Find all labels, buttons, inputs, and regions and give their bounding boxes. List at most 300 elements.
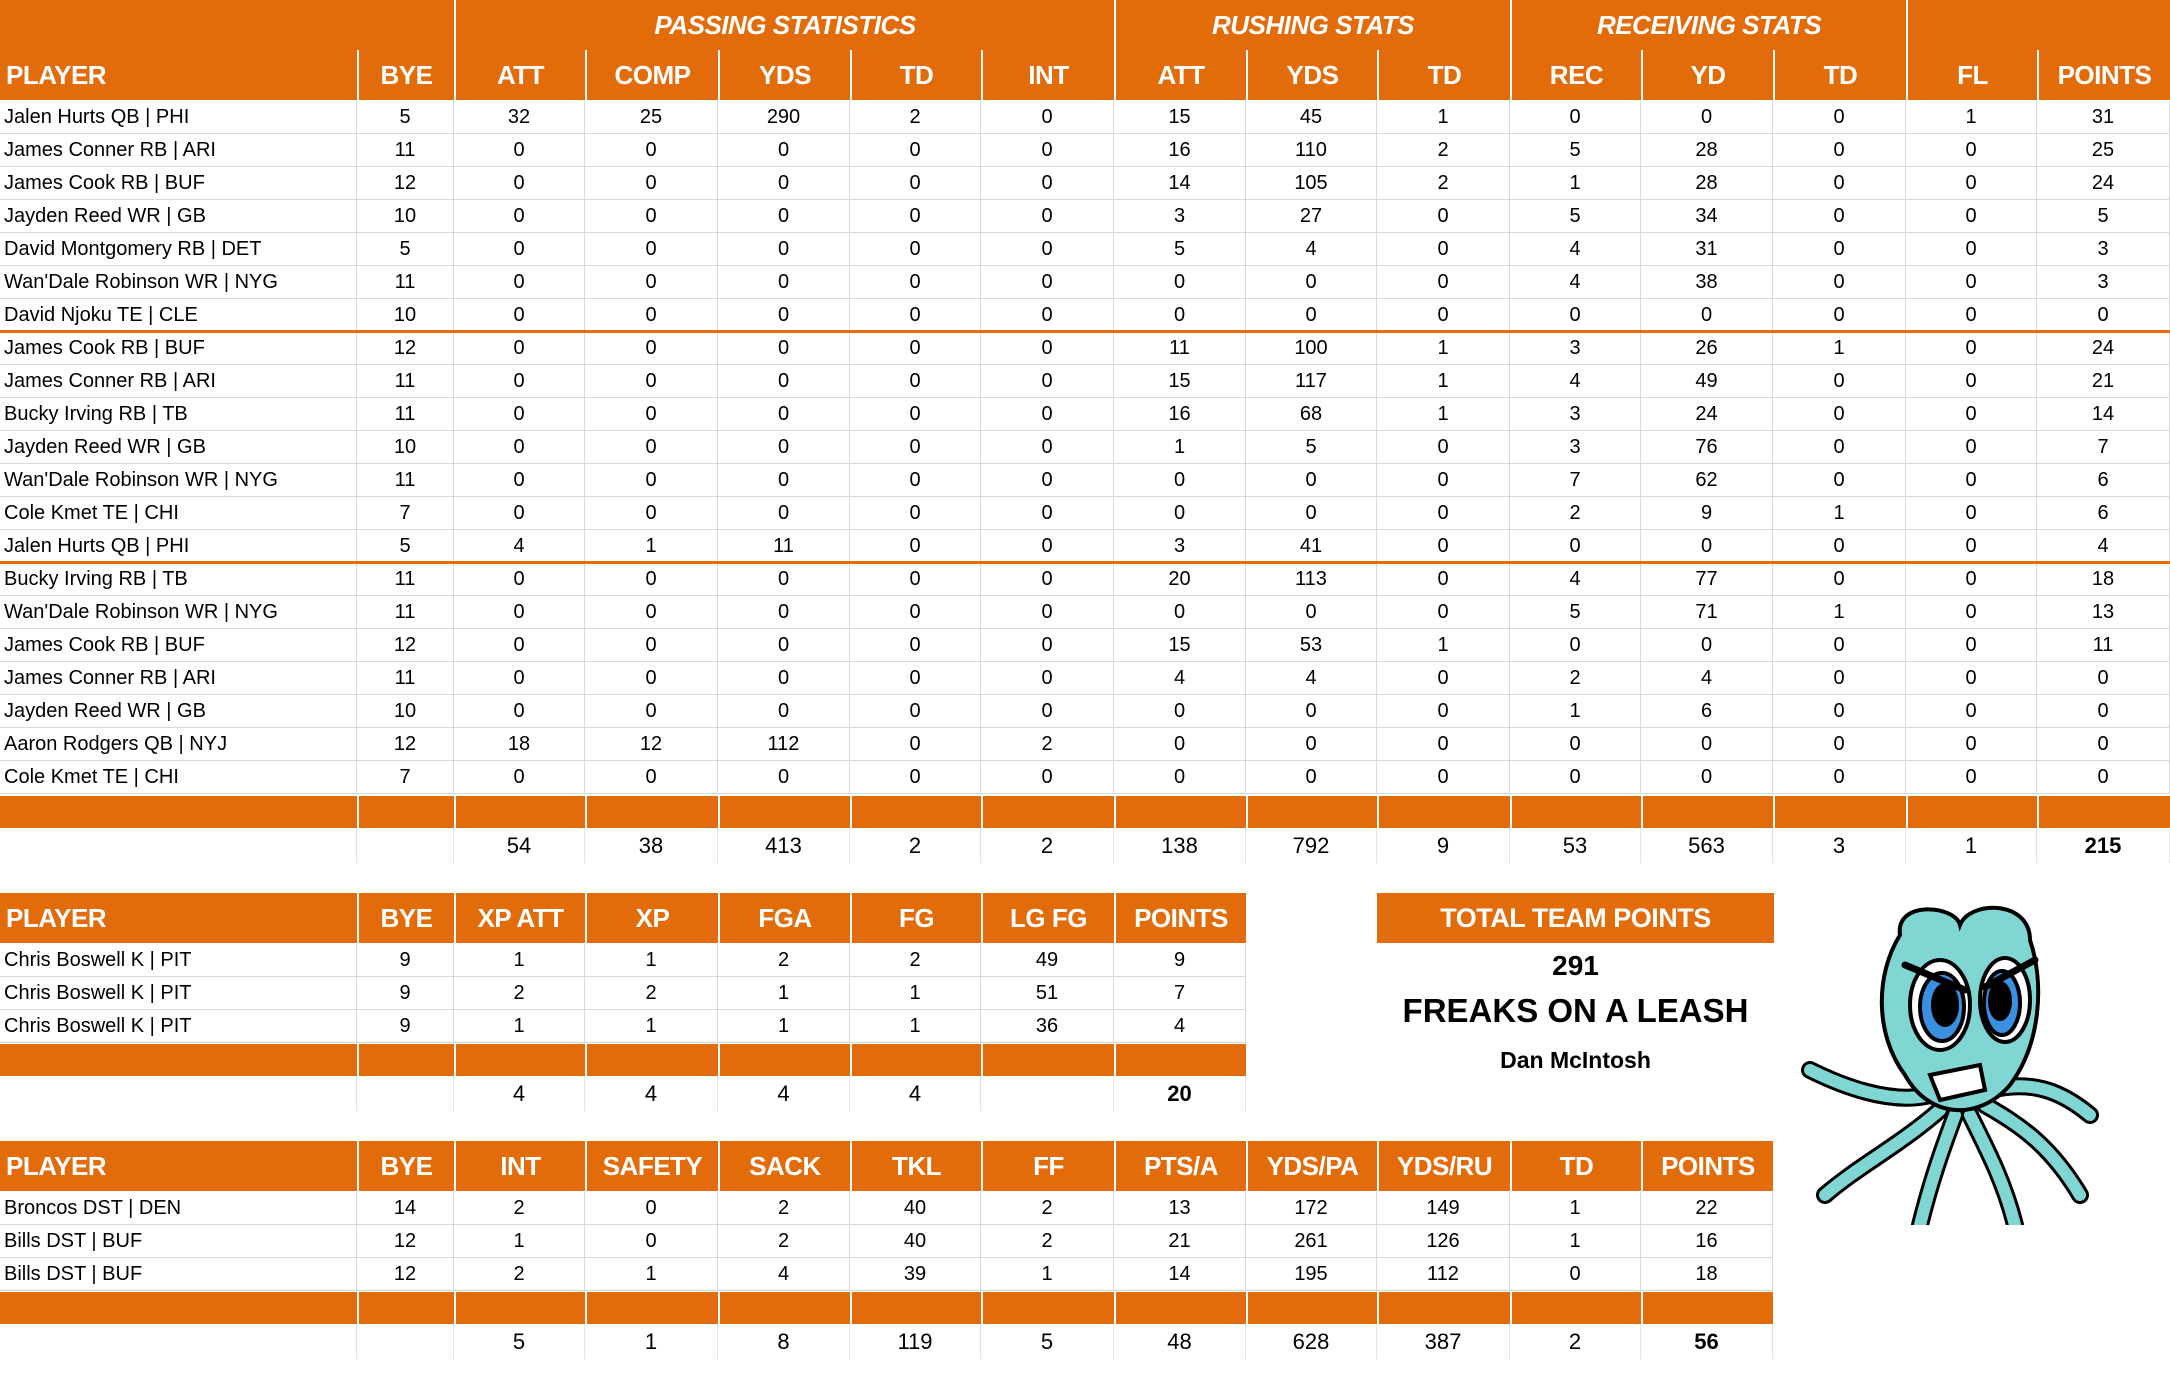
- stat-cell: 76: [1641, 431, 1773, 464]
- stat-cell: 62: [1641, 464, 1773, 497]
- stat-cell: 0: [454, 761, 585, 794]
- spacer-cell: [587, 1044, 718, 1076]
- spacer-cell: [852, 1292, 981, 1324]
- defense-total-cell: 5: [981, 1325, 1114, 1359]
- kicker-stat-cell: 9: [1114, 944, 1246, 977]
- stat-cell: 0: [1246, 497, 1377, 530]
- stat-cell: 1: [1377, 332, 1510, 365]
- team-name: FREAKS ON A LEASH: [1402, 992, 1749, 1029]
- player-name-cell: James Conner RB | ARI: [0, 134, 357, 167]
- kicker-stat-cell: 1: [850, 977, 981, 1010]
- player-name-cell: Wan'Dale Robinson WR | NYG: [0, 266, 357, 299]
- defense-column-header-points[interactable]: POINTS: [1643, 1141, 1773, 1191]
- stat-cell: 0: [1377, 695, 1510, 728]
- stat-cell: 0: [1906, 728, 2037, 761]
- stat-cell: 0: [981, 233, 1114, 266]
- stat-cell: 0: [1377, 596, 1510, 629]
- stat-cell: 2: [1510, 662, 1641, 695]
- player-name-cell: David Njoku TE | CLE: [0, 299, 357, 332]
- week-separator: [0, 561, 2170, 564]
- stat-cell: 0: [718, 464, 850, 497]
- player-name-cell: James Cook RB | BUF: [0, 332, 357, 365]
- spacer-cell: [983, 1292, 1114, 1324]
- kicker-total-points: 20: [1114, 1077, 1246, 1111]
- stat-cell: 0: [1773, 662, 1906, 695]
- player-name-cell: Cole Kmet TE | CHI: [0, 497, 357, 530]
- stat-cell: 0: [981, 200, 1114, 233]
- kicker-stat-cell: 1: [585, 1010, 718, 1043]
- group-header-blank-right: [1908, 0, 2170, 50]
- spacer-cell: [983, 1044, 1114, 1076]
- stat-cell: 1: [1114, 431, 1246, 464]
- kicker-column-header-points[interactable]: POINTS: [1116, 893, 1246, 943]
- stat-cell: 0: [981, 167, 1114, 200]
- defense-column-header-td[interactable]: TD: [1512, 1141, 1641, 1191]
- stat-cell: 0: [1641, 728, 1773, 761]
- kicker-column-header-bye[interactable]: BYE: [359, 893, 454, 943]
- stat-cell: 0: [1773, 233, 1906, 266]
- stat-cell: 0: [850, 200, 981, 233]
- defense-total-points: 56: [1641, 1325, 1773, 1359]
- stat-cell: 0: [1377, 728, 1510, 761]
- stat-cell: 0: [1377, 299, 1510, 332]
- stat-cell: 11: [2037, 629, 2170, 662]
- stat-cell: 34: [1641, 200, 1773, 233]
- stat-cell: 0: [718, 167, 850, 200]
- spacer-cell: [587, 796, 718, 828]
- stat-cell: 15: [1114, 101, 1246, 134]
- stat-cell: 0: [585, 266, 718, 299]
- kicker-total-cell: 4: [585, 1077, 718, 1111]
- defense-stat-cell: 14: [1114, 1258, 1246, 1291]
- stat-cell: 0: [1906, 233, 2037, 266]
- stat-cell: 24: [2037, 332, 2170, 365]
- stat-cell: 0: [454, 266, 585, 299]
- stat-cell: 3: [2037, 233, 2170, 266]
- stat-cell: 0: [1510, 629, 1641, 662]
- stat-cell: 0: [1641, 761, 1773, 794]
- player-name-cell: Jayden Reed WR | GB: [0, 695, 357, 728]
- player-name-cell: Wan'Dale Robinson WR | NYG: [0, 596, 357, 629]
- total-cell: [357, 829, 454, 863]
- defense-column-header-sack[interactable]: SACK: [720, 1141, 850, 1191]
- stat-cell: 3: [1510, 398, 1641, 431]
- stat-cell: 0: [1906, 398, 2037, 431]
- defense-column-header-yds-ru[interactable]: YDS/RU: [1379, 1141, 1510, 1191]
- stat-cell: 0: [1510, 101, 1641, 134]
- group-header-blank: [0, 0, 454, 50]
- defense-stat-cell: 149: [1377, 1192, 1510, 1225]
- defense-column-header-ff[interactable]: FF: [983, 1141, 1114, 1191]
- defense-column-header-bye[interactable]: BYE: [359, 1141, 454, 1191]
- stat-cell: 0: [1377, 266, 1510, 299]
- total-cell: 792: [1246, 829, 1377, 863]
- column-header-bye[interactable]: BYE: [359, 50, 454, 100]
- spacer-cell: [587, 1292, 718, 1324]
- defense-total-cell: [0, 1325, 357, 1359]
- stat-cell: 0: [2037, 299, 2170, 332]
- column-header-yd[interactable]: YD: [1643, 50, 1773, 100]
- defense-stat-cell: 13: [1114, 1192, 1246, 1225]
- kicker-stat-cell: 1: [454, 944, 585, 977]
- stat-cell: 77: [1641, 563, 1773, 596]
- spacer-cell: [0, 1292, 357, 1324]
- defense-stat-cell: 22: [1641, 1192, 1773, 1225]
- stat-cell: 0: [1773, 101, 1906, 134]
- stat-cell: 1: [1906, 101, 2037, 134]
- stat-cell: 0: [718, 200, 850, 233]
- stat-cell: 0: [1377, 464, 1510, 497]
- stat-cell: 0: [850, 365, 981, 398]
- stat-cell: 0: [718, 365, 850, 398]
- stat-cell: 4: [1114, 662, 1246, 695]
- stat-cell: 0: [1906, 134, 2037, 167]
- spacer-cell: [1379, 1292, 1510, 1324]
- stat-cell: 38: [1641, 266, 1773, 299]
- stat-cell: 7: [357, 497, 454, 530]
- defense-name-cell: Broncos DST | DEN: [0, 1192, 357, 1225]
- stat-cell: 112: [718, 728, 850, 761]
- stat-cell: 11: [357, 134, 454, 167]
- defense-stat-cell: 2: [981, 1225, 1114, 1258]
- stat-cell: 4: [1510, 233, 1641, 266]
- stat-cell: 0: [718, 266, 850, 299]
- player-name-cell: Cole Kmet TE | CHI: [0, 761, 357, 794]
- stat-cell: 0: [850, 332, 981, 365]
- column-header-player[interactable]: PLAYER: [0, 50, 357, 100]
- group-header-receiving-stats: RECEIVING STATS: [1512, 0, 1906, 50]
- column-header-td[interactable]: TD: [852, 50, 981, 100]
- stat-cell: 0: [981, 398, 1114, 431]
- kicker-stat-cell: 2: [718, 944, 850, 977]
- stat-cell: 0: [1906, 464, 2037, 497]
- player-name-cell: Bucky Irving RB | TB: [0, 398, 357, 431]
- stat-cell: 0: [1773, 563, 1906, 596]
- defense-stat-cell: 14: [357, 1192, 454, 1225]
- stat-cell: 16: [1114, 134, 1246, 167]
- total-cell: 54: [454, 829, 585, 863]
- column-header-att[interactable]: ATT: [1116, 50, 1246, 100]
- stat-cell: 0: [718, 662, 850, 695]
- defense-total-cell: 5: [454, 1325, 585, 1359]
- defense-stat-cell: 126: [1377, 1225, 1510, 1258]
- stat-cell: 0: [585, 629, 718, 662]
- stat-cell: 105: [1246, 167, 1377, 200]
- stat-cell: 0: [585, 365, 718, 398]
- defense-stat-cell: 2: [718, 1192, 850, 1225]
- stat-cell: 27: [1246, 200, 1377, 233]
- stat-cell: 0: [718, 233, 850, 266]
- spacer-cell: [852, 796, 981, 828]
- stat-cell: 0: [718, 563, 850, 596]
- stat-cell: 0: [1773, 398, 1906, 431]
- stat-cell: 0: [850, 398, 981, 431]
- player-name-cell: James Cook RB | BUF: [0, 167, 357, 200]
- stat-cell: 0: [981, 596, 1114, 629]
- spacer-cell: [1512, 796, 1641, 828]
- stat-cell: 0: [1246, 299, 1377, 332]
- stat-cell: 11: [718, 530, 850, 563]
- defense-stat-cell: 21: [1114, 1225, 1246, 1258]
- defense-column-header-int[interactable]: INT: [456, 1141, 585, 1191]
- stat-cell: 0: [981, 332, 1114, 365]
- stat-cell: 3: [1510, 332, 1641, 365]
- column-header-yds[interactable]: YDS: [1248, 50, 1377, 100]
- stat-cell: 0: [454, 200, 585, 233]
- stat-cell: 1: [585, 530, 718, 563]
- kicker-total-cell: [981, 1077, 1114, 1111]
- stat-cell: 5: [1246, 431, 1377, 464]
- stat-cell: 3: [2037, 266, 2170, 299]
- stat-cell: 0: [1906, 200, 2037, 233]
- stat-cell: 1: [1377, 365, 1510, 398]
- stat-cell: 0: [454, 398, 585, 431]
- defense-column-header-pts-a[interactable]: PTS/A: [1116, 1141, 1246, 1191]
- stat-cell: 0: [718, 761, 850, 794]
- stat-cell: 45: [1246, 101, 1377, 134]
- kicker-column-header-xp-att[interactable]: XP ATT: [456, 893, 585, 943]
- column-header-att[interactable]: ATT: [456, 50, 585, 100]
- column-header-points[interactable]: POINTS: [2039, 50, 2170, 100]
- stat-cell: 1: [1773, 497, 1906, 530]
- stat-cell: 0: [585, 596, 718, 629]
- defense-total-cell: 1: [585, 1325, 718, 1359]
- column-header-fl[interactable]: FL: [1908, 50, 2037, 100]
- stat-cell: 0: [850, 497, 981, 530]
- defense-stat-cell: 16: [1641, 1225, 1773, 1258]
- stat-cell: 4: [454, 530, 585, 563]
- stat-cell: 0: [1114, 695, 1246, 728]
- stat-cell: 0: [1773, 299, 1906, 332]
- stat-cell: 11: [1114, 332, 1246, 365]
- stat-cell: 5: [357, 233, 454, 266]
- stat-cell: 0: [1773, 530, 1906, 563]
- stat-cell: 0: [981, 101, 1114, 134]
- player-name-cell: Jalen Hurts QB | PHI: [0, 101, 357, 134]
- column-header-td[interactable]: TD: [1775, 50, 1906, 100]
- defense-column-header-safety[interactable]: SAFETY: [587, 1141, 718, 1191]
- stat-cell: 0: [585, 497, 718, 530]
- stat-cell: 1: [1510, 695, 1641, 728]
- spacer-cell: [1248, 1292, 1377, 1324]
- stat-cell: 0: [454, 629, 585, 662]
- stat-cell: 2: [1510, 497, 1641, 530]
- kicker-stat-cell: 4: [1114, 1010, 1246, 1043]
- stat-cell: 24: [2037, 167, 2170, 200]
- stat-cell: 0: [585, 233, 718, 266]
- defense-total-cell: 8: [718, 1325, 850, 1359]
- kicker-stat-cell: 1: [850, 1010, 981, 1043]
- stat-cell: 0: [981, 497, 1114, 530]
- stat-cell: 0: [1246, 464, 1377, 497]
- stat-cell: 1: [1773, 332, 1906, 365]
- spacer-cell: [456, 1292, 585, 1324]
- defense-stat-cell: 12: [357, 1258, 454, 1291]
- stat-cell: 0: [1641, 530, 1773, 563]
- stat-cell: 0: [1114, 464, 1246, 497]
- stat-cell: 0: [454, 299, 585, 332]
- stat-cell: 5: [357, 530, 454, 563]
- stat-cell: 0: [1510, 299, 1641, 332]
- kicker-column-header-fg[interactable]: FG: [852, 893, 981, 943]
- stat-cell: 0: [850, 464, 981, 497]
- stat-cell: 0: [1377, 233, 1510, 266]
- stat-cell: 49: [1641, 365, 1773, 398]
- stat-cell: 1: [1510, 167, 1641, 200]
- stat-cell: 0: [585, 695, 718, 728]
- stat-cell: 0: [850, 728, 981, 761]
- stat-cell: 10: [357, 299, 454, 332]
- kicker-column-header-lg-fg[interactable]: LG FG: [983, 893, 1114, 943]
- defense-column-header-yds-pa[interactable]: YDS/PA: [1248, 1141, 1377, 1191]
- kicker-column-header-fga[interactable]: FGA: [720, 893, 850, 943]
- spacer-cell: [720, 1292, 850, 1324]
- stat-cell: 3: [1114, 530, 1246, 563]
- spacer-cell: [720, 796, 850, 828]
- stat-cell: 0: [454, 167, 585, 200]
- defense-stat-cell: 1: [454, 1225, 585, 1258]
- spacer-cell: [0, 796, 357, 828]
- kicker-column-header-xp[interactable]: XP: [587, 893, 718, 943]
- total-cell: 53: [1510, 829, 1641, 863]
- defense-name-cell: Bills DST | BUF: [0, 1225, 357, 1258]
- stat-cell: 0: [1773, 629, 1906, 662]
- stat-cell: 11: [357, 662, 454, 695]
- stat-cell: 0: [981, 365, 1114, 398]
- stat-cell: 0: [1510, 728, 1641, 761]
- stat-cell: 1: [1377, 629, 1510, 662]
- stat-cell: 28: [1641, 167, 1773, 200]
- stat-cell: 0: [850, 596, 981, 629]
- stat-cell: 2: [1377, 134, 1510, 167]
- stat-cell: 32: [454, 101, 585, 134]
- stat-cell: 0: [981, 530, 1114, 563]
- total-cell: 2: [981, 829, 1114, 863]
- stat-cell: 0: [1773, 200, 1906, 233]
- stat-cell: 0: [1246, 596, 1377, 629]
- spacer-cell: [456, 796, 585, 828]
- defense-stat-cell: 1: [1510, 1225, 1641, 1258]
- kicker-name-cell: Chris Boswell K | PIT: [0, 944, 357, 977]
- stat-cell: 0: [850, 695, 981, 728]
- stat-cell: 0: [585, 662, 718, 695]
- total-team-points-value: 291: [1552, 950, 1599, 981]
- stat-cell: 0: [454, 563, 585, 596]
- stat-cell: 5: [1510, 596, 1641, 629]
- column-header-int[interactable]: INT: [983, 50, 1114, 100]
- defense-total-cell: 48: [1114, 1325, 1246, 1359]
- stat-cell: 0: [718, 398, 850, 431]
- kicker-stat-cell: 1: [718, 977, 850, 1010]
- stat-cell: 0: [850, 233, 981, 266]
- stat-cell: 0: [1114, 266, 1246, 299]
- column-header-td[interactable]: TD: [1379, 50, 1510, 100]
- stat-cell: 10: [357, 200, 454, 233]
- stat-cell: 0: [585, 464, 718, 497]
- stat-cell: 0: [850, 134, 981, 167]
- stat-cell: 0: [454, 662, 585, 695]
- stat-cell: 10: [357, 431, 454, 464]
- stat-cell: 100: [1246, 332, 1377, 365]
- stat-cell: 11: [357, 464, 454, 497]
- stat-cell: 12: [357, 167, 454, 200]
- stat-cell: 0: [1773, 134, 1906, 167]
- spacer-cell: [456, 1044, 585, 1076]
- player-name-cell: Jayden Reed WR | GB: [0, 200, 357, 233]
- defense-column-header-player[interactable]: PLAYER: [0, 1141, 357, 1191]
- stat-cell: 15: [1114, 365, 1246, 398]
- stat-cell: 0: [1641, 299, 1773, 332]
- defense-total-cell: 628: [1246, 1325, 1377, 1359]
- total-cell: 2: [850, 829, 981, 863]
- player-name-cell: Bucky Irving RB | TB: [0, 563, 357, 596]
- column-header-comp[interactable]: COMP: [587, 50, 718, 100]
- column-header-rec[interactable]: REC: [1512, 50, 1641, 100]
- stat-cell: 4: [1641, 662, 1773, 695]
- column-header-yds[interactable]: YDS: [720, 50, 850, 100]
- stat-cell: 7: [357, 761, 454, 794]
- defense-stat-cell: 0: [585, 1225, 718, 1258]
- stat-cell: 0: [454, 497, 585, 530]
- stat-cell: 28: [1641, 134, 1773, 167]
- stat-cell: 0: [718, 497, 850, 530]
- stat-cell: 0: [1773, 464, 1906, 497]
- stat-cell: 12: [357, 332, 454, 365]
- defense-column-header-tkl[interactable]: TKL: [852, 1141, 981, 1191]
- total-cell: 563: [1641, 829, 1773, 863]
- stat-cell: 0: [850, 563, 981, 596]
- stat-cell: 290: [718, 101, 850, 134]
- stat-cell: 2: [981, 728, 1114, 761]
- stat-cell: 6: [2037, 497, 2170, 530]
- owner-name: Dan McIntosh: [1500, 1046, 1651, 1073]
- player-name-cell: David Montgomery RB | DET: [0, 233, 357, 266]
- total-cell: 1: [1906, 829, 2037, 863]
- stat-cell: 0: [850, 266, 981, 299]
- defense-stat-cell: 2: [454, 1258, 585, 1291]
- stat-cell: 31: [2037, 101, 2170, 134]
- stat-cell: 0: [1377, 497, 1510, 530]
- stat-cell: 5: [1510, 200, 1641, 233]
- spacer-cell: [359, 1292, 454, 1324]
- stat-cell: 0: [1773, 431, 1906, 464]
- stat-cell: 0: [1906, 629, 2037, 662]
- stat-cell: 0: [585, 134, 718, 167]
- stat-cell: 0: [718, 695, 850, 728]
- stat-cell: 25: [585, 101, 718, 134]
- stat-cell: 26: [1641, 332, 1773, 365]
- stat-cell: 0: [1377, 563, 1510, 596]
- stat-cell: 0: [454, 365, 585, 398]
- stat-cell: 0: [1906, 497, 2037, 530]
- stat-cell: 0: [2037, 695, 2170, 728]
- stat-cell: 0: [718, 134, 850, 167]
- stat-cell: 0: [585, 332, 718, 365]
- stat-cell: 0: [981, 662, 1114, 695]
- stat-cell: 4: [1510, 563, 1641, 596]
- kicker-stat-cell: 9: [357, 944, 454, 977]
- stat-cell: 0: [1246, 695, 1377, 728]
- stat-cell: 5: [1114, 233, 1246, 266]
- total-cell: 38: [585, 829, 718, 863]
- defense-stat-cell: 0: [585, 1192, 718, 1225]
- stat-cell: 0: [850, 167, 981, 200]
- stat-cell: 0: [454, 332, 585, 365]
- stat-cell: 4: [1246, 662, 1377, 695]
- stat-cell: 14: [1114, 167, 1246, 200]
- kicker-column-header-player[interactable]: PLAYER: [0, 893, 357, 943]
- stat-cell: 0: [718, 629, 850, 662]
